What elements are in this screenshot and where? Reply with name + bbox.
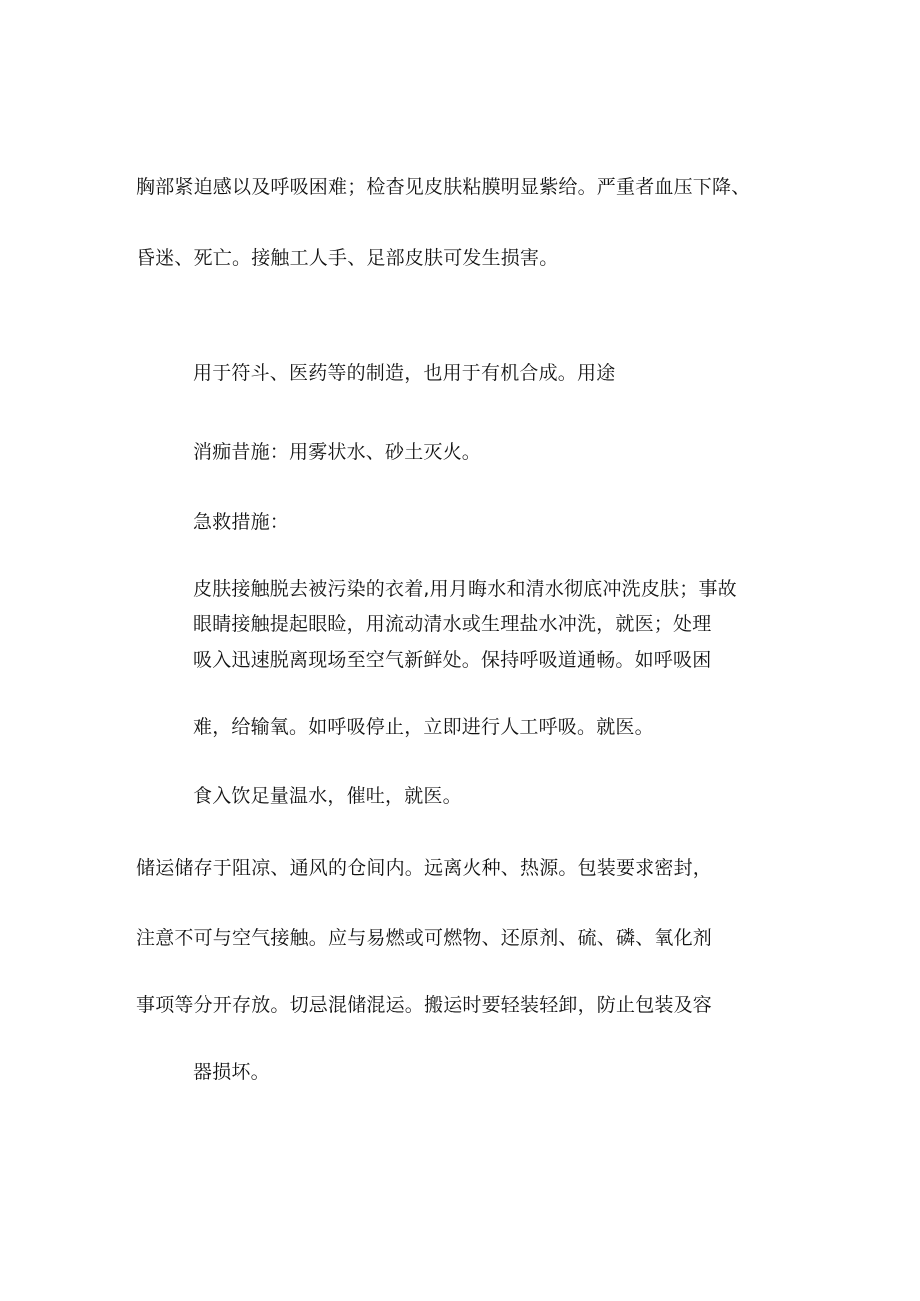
- text-line: 急救措施：: [193, 511, 290, 533]
- text-line: 事项等分开存放。切忌混储混运。搬运时要轻装轻卸，防止包装及容: [136, 994, 713, 1016]
- text-line: 食入饮足量温水，催吐，就医。: [193, 785, 462, 807]
- text-line: 胸部紧迫感以及呼吸困难；检杳见皮肤粘膜明显紫给。严重者血压下降、: [136, 176, 751, 198]
- text-line: 皮肤接触脱去被污染的衣着,用月晦水和清水彻底冲洗皮肤；事故: [193, 578, 737, 600]
- text-line: 难，给输氧。如呼吸停止，立即进行人工呼吸。就医。: [193, 716, 654, 738]
- text-line: 储运储存于阻凉、通风的仓间内。远离火种、热源。包装要求密封，: [136, 857, 713, 879]
- text-line: 吸入迅速脱离现场至空气新鲜处。保持呼吸道通畅。如呼吸困: [193, 649, 712, 671]
- text-line: 用于符斗、医药等的制造，也用于有机合成。用途: [193, 362, 616, 384]
- text-line: 注意不可与空气接触。应与易燃或可燃物、还原剂、硫、磷、氧化剂: [136, 927, 713, 949]
- text-line: 眼睛接触提起眼睑，用流动清水或生理盐水冲洗，就医；处理: [193, 613, 712, 635]
- text-line: 器损坏。: [193, 1061, 270, 1083]
- text-line: 昏迷、死亡。接触工人手、足部皮肤可发生损害。: [136, 247, 559, 269]
- text-line: 消痂昔施：用雾状水、砂土灭火。: [193, 441, 482, 463]
